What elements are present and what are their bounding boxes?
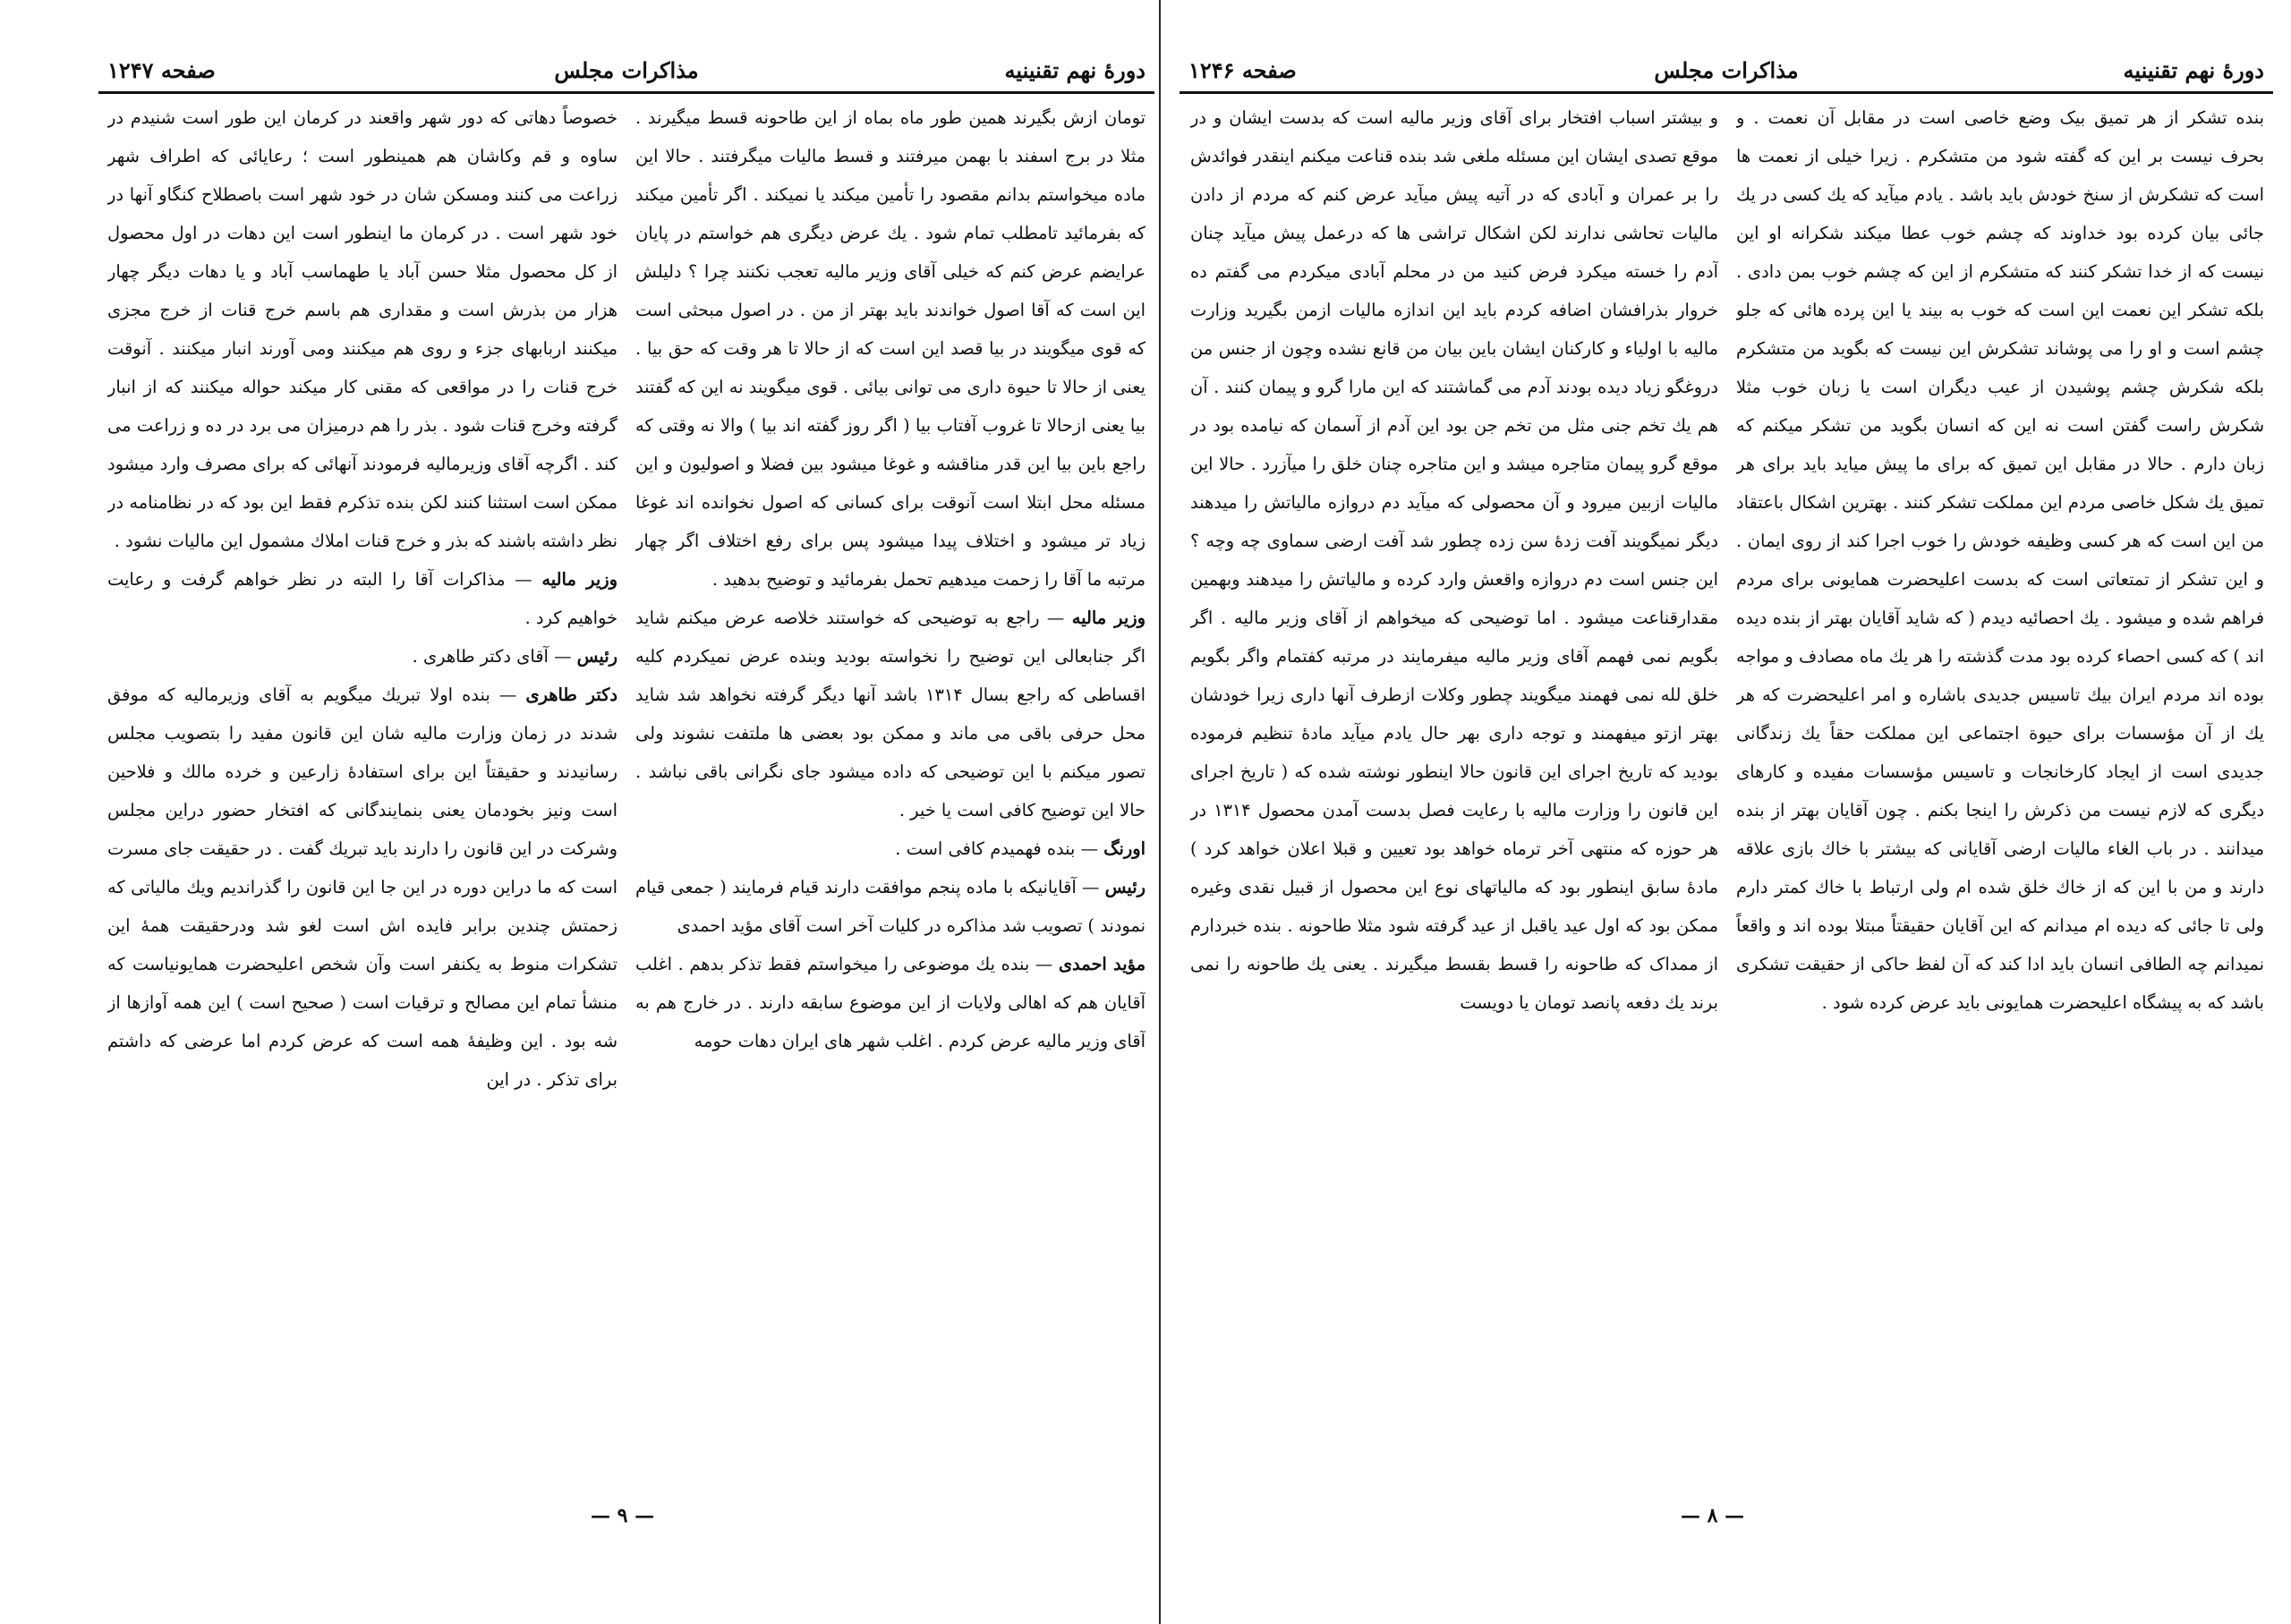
right-page-header bbox=[1180, 57, 2273, 88]
right-page bbox=[1180, 0, 2273, 1624]
session-label: دورهٔ نهم تقنینیه bbox=[2123, 57, 2264, 83]
paragraph: بنده تشکر از هر تمیق بیک وضع خاصی است در مقابل آن نعمت . و بحرف نیست بر این که گفته شود من متشکرم . زیرا خیلی از نعمت ها است که تشکرش از سنخ خودش باید باشد . یادم میآید که یك کسی در یك جائی بیان کرده بود خداوند که چشم خوب عطا میکند شکرانه او این نیست که از خدا تشکر کنند که متشکرم از این که چشم خوب بمن دادی . بلکه تشکر این نعمت این است که خوب به بیند یا این پرده هائی که جلو چشم است و او را می پوشاند تشکرش این نیست که بگوید من متشکرم بلکه شکرش چشم پوشیدن از عیب دیگران است یا زبان خوب مثلا شکرش راست گفتن است نه این که انسان بگوید من تشکر میکنم که زبان دارم . حالا در مقابل این تمیق که برای ما پیش میاید باید برای هر تمیق یك شکل خاصی مردم این مملکت تشکر کنند . بهترین اشکال باعتقاد من این است که هر کسی وظیفه خودش را خوب اجرا کند از روی ایمان . و این تشکر از تمتعاتی است که بدست اعلیحضرت همایونی برای مردم فراهم شده و میشود . یك احصائیه دیدم ( که شاید آقایان بهتر از بنده دیده اند ) که کسی احصاء کرده بود مدت گذشته را هر یك ماه مصادف و مواجه بوده اند مردم ایران بیك تاسیس جدیدی باشاره و امر اعلیحضرت که هر یك از آن مؤسسات برای حیوة اجتماعی این مملکت حقاً یك زندگانی جدیدی است از ایجاد کارخانجات و تاسیس مؤسسات مفیده و کارهای دیگری که لازم نیست من ذکرش را اینجا بکنم . چون آقایان بهتر از بنده میدانند . در باب الغاء مالیات ارضی آقایانی که بیشتر با خاك بازی علاقه دارند و من با این که از خاك خلق شده ام ولی ارتباط با خاك کمتر دارم ولی تا جائی که دیده ام میدانم که این آقایان حقیقتاً مبتلا بوده اند و واقعاً نمیدانم چه الطافی انسان باید ادا کند که آن لفظ حاکی از حقیقت تشکری باشد که به پیشگاه اعلیحضرت همایونی باید عرض کرده شود . bbox=[1736, 107, 2264, 1013]
speaker-name: وزیر مالیه bbox=[1071, 608, 1146, 628]
speech-moayyed: مؤید احمدی — بنده یك موضوعی را میخواستم فقط تذکر بدهم . اغلب آقایان هم که اهالی ولایات از این موضوع سابقه دارند . در خارج هم به آقای وزیر مالیه عرض کردم . اغلب شهر های ایران دهات حومه bbox=[635, 954, 1146, 1051]
speech-text: بنده اولا تبریك میگویم به آقای وزیرمالیه که موفق شدند در زمان وزارت مالیه شان این قانون مفید را بتصویب مجلس رسانیدند و حقیقتاً این برای استفادهٔ زارعین و خرده مالك و فلاحین است ونیز بخودمان یعنی بنمایندگانی که افتخار حضور دراین مجلس وشرکت در این قانون را دارند باید تبریك گفت . در حقیقت جای مسرت است که ما دراین دوره در این جا این قانون را گذراندیم ویك مالیاتی که زحمتش چندین برابر فایده اش است لغو شد ودرحقیقت همهٔ این تشکرات منوط به یکنفر است وآن شخص اعلیحضرت همایونیاست که منشأ تمام این مصالح و ترقیات است ( صحیح است ) این همه آوازها از شه بود . این وظیفهٔ همه است که عرض کردم اما عرضی که داشتم برای تذکر . در این bbox=[107, 684, 617, 1090]
speech-text: آقایانیکه با ماده پنجم موافقت دارند قیام فرمایند ( جمعی قیام نمودند ) تصویب شد مذاکره در کلیات آخر است آقای مؤید احمدی bbox=[635, 877, 1146, 936]
publication-title: مذاکرات مجلس bbox=[1654, 57, 1799, 83]
left-page bbox=[98, 0, 1154, 1624]
speaker-name: دکتر طاهری bbox=[525, 684, 617, 705]
publication-title: مذاکرات مجلس bbox=[554, 57, 699, 83]
speaker-name: اورنگ bbox=[1103, 838, 1146, 859]
speech-minister: وزیر مالیه — مذاکرات آقا را البته در نظر خواهم گرفت و رعایت خواهیم کرد . bbox=[107, 569, 617, 628]
page-number: — ۸ — bbox=[1681, 1504, 1745, 1527]
left-page-column-left bbox=[107, 98, 617, 1494]
speech-taheri: دکتر طاهری — بنده اولا تبریك میگویم به آقای وزیرمالیه که موفق شدند در زمان وزارت مالیه شان این قانون مفید را بتصویب مجلس رسانیدند و حقیقتاً این برای استفادهٔ زارعین و خرده مالك و فلاحین است ونیز بخودمان یعنی بنمایندگانی که افتخار حضور دراین مجلس وشرکت در این قانون را دارند باید تبریك گفت . در حقیقت جای مسرت است که ما دراین دوره در این جا این قانون را گذراندیم ویك مالیاتی که زحمتش چندین برابر فایده اش است لغو شد ودرحقیقت همهٔ این تشکرات منوط به یکنفر است وآن شخص اعلیحضرت همایونیاست که منشأ تمام این مصالح و ترقیات است ( صحیح است ) این همه آوازها از شه بود . این وظیفهٔ همه است که عرض کردم اما عرضی که داشتم برای تذکر . در این bbox=[107, 684, 617, 1090]
paragraph: خصوصاً دهاتی که دور شهر واقعند در کرمان این طور است شنیدم در ساوه و قم وکاشان هم همینطور است ؛ رعایائی که اطراف شهر زراعت می کنند ومسکن شان در خود شهر است باصطلاح کنگاو آنها در خود شهر است . در کرمان ما اینطور است این دهات در اول محصول از کل محصول مثلا حسن آباد یا طهماسب آباد و یا دهات دیگر چهار هزار من بذرش است و مقداری هم باسم خرج قنات از خرج مجزی میکنند اربابهای جزء و روی هم میکنند ومی آورند انبار میکنند . آنوقت خرج قنات را در مواقعی که مقنی کار میکند حواله میکنند که از انبار گرفته وخرج قنات شود . بذر را هم درمیزان می برد در ده و زراعت می کند . اگرچه آقای وزیرمالیه فرمودند آنهائی که برای مصرف وارد میشود ممکن است استثنا کنند لکن بنده تذکرم فقط این بود که در نظامنامه در نظر داشته باشند که بذر و خرج قنات املاك مشمول این مالیات نشود . bbox=[107, 107, 617, 551]
header-rule bbox=[1180, 91, 2273, 94]
speech-text: بنده یك موضوعی را میخواستم فقط تذکر بدهم . اغلب آقایان هم که اهالی ولایات از این موضوع سابقه دارند . در خارج هم به آقای وزیر مالیه عرض کردم . اغلب شهر های ایران دهات حومه bbox=[635, 954, 1146, 1051]
speech-text: راجع به توضیحی که خواستند خلاصه عرض میکنم شاید اگر جنابعالی این توضیح را نخواسته بودید وبنده عرض نمیکردم کلیه اقساطی که راجع بسال ۱۳۱۴ باشد آنها دیگر گرفته نخواهد شد شاید محل حرفی باقی می ماند و ممکن بود بعضی ها ملتفت نشوند ولی تصور میکنم با این توضیحی که داده میشود جای نگرانی باقی نباشد . حالا این توضیح کافی است یا خیر . bbox=[635, 608, 1146, 821]
right-page-column-right bbox=[1736, 98, 2264, 1494]
paragraph: و بیشتر اسباب افتخار برای آقای وزیر مالیه است که بدست ایشان و در موقع تصدی ایشان این مسئله ملغی شد بنده قناعت میکنم اینقدر فوائدش را بر عمران و آبادی که در آتیه پیش میآید عرض کنم که مردم از دادن مالیات تحاشی ندارند لکن اشکال تراشی ها که درعمل پیش میآید چنان آدم را خسته میکرد فرض کنید من در محلم آبادی میکردم می گفتم ده خروار بذرافشان اضافه کردم باید این اندازه مالیات ازمن بگیرید وزارت مالیه با اولیاء و کارکنان ایشان باین بیان من قانع نشده وچون از جنس من دروغگو زیاد دیده بودند آدم می گماشتند که این مارا گرو و پیمان کنند . آن هم یك تخم جنی مثل من تخم جن بود این آدم از آسمان که نیامده بود در موقع گرو پیمان متاجره میشد و این متاجره چنان خلق را میآزرد . حالا این مالیات ازبین میرود و آن محصولی که میآید دم دروازه مالیاتش را میدهند دیگر نمیگویند آفت زدهٔ سن زده چطور شد آفت ارضی سماوی چه وچه ؟ این جنس است دم دروازه واقعش وارد کرده و مالیاتش را میدهند وبهمین مقدارقناعت میشود . اما توضیحی که میخواهم از آقای وزیر مالیه . اگر بگویم نمی فهمم آقای وزیر مالیه میفرمایند در مرتبه کفتمام واگر بگویم خلق لله نمی فهمند میگویند چطور وکلات ازطرف آنها داری زیرا خودشان بهتر ازتو میفهمند و توجه داری بهر حال یادم میآید مادهٔ تنظیم فرموده بودید که تاریخ اجرای این قانون حالا اینطور نوشته شده که ( تاریخ اجرای این قانون را وزارت مالیه با رعایت فصل بدست آمدن محصول ۱۳۱۴ در هر حوزه که منتهی آخر ترماه خواهد بود تعیین و قبلا اعلان خواهد کرد ) مادهٔ سابق اینطور بود که مالیاتهای نوع این محصول از قبیل نقدی وغیره ممکن بود که اول عید یاقبل از عید گرفته شود مثلا طاحونه . بنده خبردارم از ممداک که طاحونه را قسط بقسط میگیرند . یعنی یك طاحونه را نمی برند یك دفعه پانصد تومان یا دویست bbox=[1190, 107, 1718, 1013]
speech-oranag: اورنگ — بنده فهمیدم کافی است . bbox=[895, 838, 1146, 859]
center-gutter bbox=[1159, 0, 1161, 1624]
right-page-column-left bbox=[1190, 98, 1718, 1494]
left-page-column-right bbox=[635, 98, 1146, 1494]
speech-minister: وزیر مالیه — راجع به توضیحی که خواستند خلاصه عرض میکنم شاید اگر جنابعالی این توضیح را نخواسته بودید وبنده عرض نمیکردم کلیه اقساطی که راجع بسال ۱۳۱۴ باشد آنها دیگر گرفته نخواهد شد شاید محل حرفی باقی می ماند و ممکن بود بعضی ها ملتفت نشوند ولی تصور میکنم با این توضیحی که داده میشود جای نگرانی باقی نباشد . حالا این توضیح کافی است یا خیر . bbox=[635, 608, 1146, 821]
speaker-name: رئیس bbox=[576, 646, 617, 667]
session-label: دورهٔ نهم تقنینیه bbox=[1004, 57, 1146, 83]
page-number: — ۹ — bbox=[591, 1504, 655, 1527]
page-label: صفحه ۱۲۴۷ bbox=[107, 57, 216, 83]
speaker-name: وزیر مالیه bbox=[541, 569, 617, 590]
speech-president: رئیس — آقایانیکه با ماده پنجم موافقت دارند قیام فرمایند ( جمعی قیام نمودند ) تصویب شد مذاکره در کلیات آخر است آقای مؤید احمدی bbox=[635, 877, 1146, 936]
speaker-name: رئیس bbox=[1104, 877, 1146, 897]
speech-text: بنده فهمیدم کافی است . bbox=[895, 838, 1076, 859]
speech-text: مذاکرات آقا را البته در نظر خواهم گرفت و رعایت خواهیم کرد . bbox=[107, 569, 617, 628]
paragraph: تومان ازش بگیرند همین طور ماه بماه از این طاحونه قسط میگیرند . مثلا در برج اسفند با بهمن میرفتند و قسط مالیات میگرفتند . حالا این ماده میخواستم بدانم مقصود را تأمین میکند یا نمیکند . اگر تأمین میکند که بفرمائید تامطلب تمام شود . یك عرض دیگری هم خواستم در پایان عرایضم عرض کنم که خیلی آقای وزیر مالیه تعجب نکنند چرا ؟ دلیلش این است که آقا اصول خواندند باید بهتر از من . در اصول مبحثی است که قوی میگویند در بیا قصد این است که از حالا تا هر وقت که حق بیا . یعنی از حالا تا حیوة داری می توانی بیائی . قوی میگویند نه این که گفتند بیا یعنی ازحالا تا غروب آفتاب بیا ( اگر روز گفته اند بیا ) والا نه وقتی که راجع باین بیا این قدر مناقشه و غوغا میشود بین فضلا و اصولیون و این مسئله محل ابتلا است آنوقت برای کسانی که اصول نخوانده اند غوغا زیاد تر میشود و اختلاف پیدا میشود پس برای رفع اختلاف اگر چهار مرتبه ما آقا را زحمت میدهیم تحمل بفرمائید و توضیح بدهید . bbox=[635, 107, 1146, 590]
header-rule bbox=[98, 91, 1154, 94]
speech-president: رئیس — آقای دکتر طاهری . bbox=[412, 646, 617, 667]
left-page-header bbox=[98, 57, 1154, 88]
page-label: صفحه ۱۲۴۶ bbox=[1188, 57, 1297, 83]
speaker-name: مؤید احمدی bbox=[1058, 954, 1146, 974]
speech-text: آقای دکتر طاهری . bbox=[412, 646, 549, 667]
